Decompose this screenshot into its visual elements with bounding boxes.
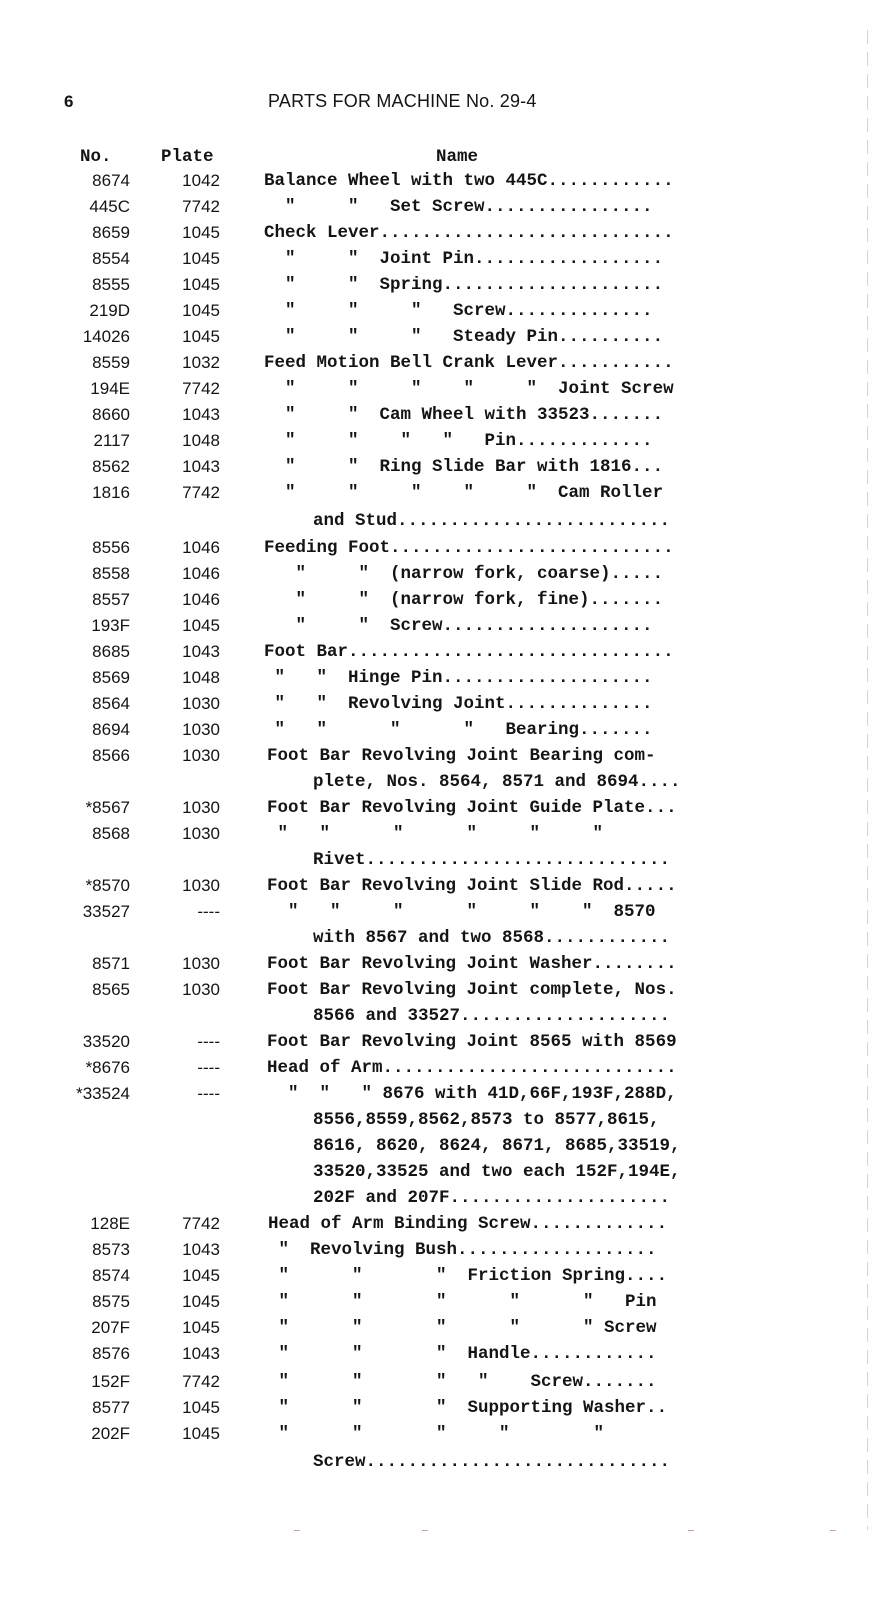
part-name: " " " " " " <box>267 824 604 844</box>
part-number: 8574 <box>92 1266 130 1285</box>
part-name: " " " " " Screw <box>268 1318 657 1338</box>
part-name: " " " " " <box>268 1424 605 1444</box>
part-number: 207F <box>91 1318 130 1337</box>
scan-mark <box>830 1530 836 1531</box>
plate-number: 1042 <box>182 171 220 190</box>
plate-number: 1045 <box>182 1266 220 1285</box>
plate-number: 1043 <box>182 1344 220 1363</box>
table-row <box>0 746 875 772</box>
table-row <box>0 538 875 564</box>
part-number: 2117 <box>93 431 130 450</box>
table-row <box>0 772 875 798</box>
part-number: 8564 <box>92 694 130 713</box>
scan-mark <box>688 1530 694 1531</box>
plate-number: 1043 <box>182 642 220 661</box>
part-name: " " Set Screw................ <box>264 197 653 217</box>
part-name: " Revolving Bush................... <box>268 1240 657 1260</box>
part-number: 219D <box>89 301 130 320</box>
table-row <box>0 1318 875 1344</box>
part-name: " " Revolving Joint.............. <box>264 694 653 714</box>
part-name: 202F and 207F..................... <box>313 1188 671 1208</box>
table-row <box>0 824 875 850</box>
plate-number: 1045 <box>182 616 220 635</box>
part-name: Foot Bar Revolving Joint Guide Plate... <box>267 798 677 818</box>
part-name: Foot Bar............................... <box>264 642 674 662</box>
part-name: Foot Bar Revolving Joint Washer........ <box>267 954 677 974</box>
table-row <box>0 902 875 928</box>
part-number: 33527 <box>82 902 130 921</box>
part-name: " " " Screw.............. <box>264 301 653 321</box>
part-number: *33524 <box>76 1084 130 1103</box>
plate-number: 1030 <box>182 954 220 973</box>
part-number: 8685 <box>92 642 130 661</box>
scan-mark <box>422 1530 428 1531</box>
plate-number: ---- <box>197 1032 220 1051</box>
part-number: *8676 <box>85 1058 130 1077</box>
part-number: 8576 <box>92 1344 130 1363</box>
plate-number: 1030 <box>182 824 220 843</box>
plate-number: 1030 <box>182 694 220 713</box>
part-name: " " (narrow fork, coarse)..... <box>264 564 664 584</box>
table-row <box>0 1162 875 1188</box>
table-row <box>0 223 875 249</box>
part-number: 8577 <box>92 1398 130 1417</box>
part-name: " " " " " " 8570 <box>267 902 656 922</box>
plate-number: 7742 <box>182 379 220 398</box>
part-name: Check Lever............................ <box>264 223 674 243</box>
table-row <box>0 564 875 590</box>
plate-number: 1030 <box>182 876 220 895</box>
table-row <box>0 457 875 483</box>
table-row <box>0 483 875 509</box>
plate-number: 1043 <box>182 457 220 476</box>
page-title: PARTS FOR MACHINE No. 29-4 <box>268 91 537 111</box>
plate-number: 7742 <box>182 1214 220 1233</box>
part-number: 33520 <box>82 1032 130 1051</box>
part-name: Foot Bar Revolving Joint complete, Nos. <box>267 980 677 1000</box>
table-row <box>0 1214 875 1240</box>
part-number: 8575 <box>92 1292 130 1311</box>
part-number: 8554 <box>92 249 130 268</box>
part-number: 8660 <box>92 405 130 424</box>
part-name: " " Ring Slide Bar with 1816... <box>264 457 664 477</box>
part-name: " " " Handle............ <box>268 1344 657 1364</box>
header-no: No. <box>80 147 112 167</box>
part-name: Foot Bar Revolving Joint Slide Rod..... <box>267 876 677 896</box>
part-name: Balance Wheel with two 445C............ <box>264 171 674 191</box>
header-plate: Plate <box>161 147 214 167</box>
part-name: " " Spring..................... <box>264 275 664 295</box>
plate-number: 1045 <box>182 1292 220 1311</box>
plate-number: 1045 <box>182 249 220 268</box>
plate-number: 7742 <box>182 1372 220 1391</box>
table-row <box>0 668 875 694</box>
table-row <box>0 1344 875 1370</box>
table-row <box>0 511 875 537</box>
table-row <box>0 1372 875 1398</box>
part-number: 8659 <box>92 223 130 242</box>
table-row <box>0 1058 875 1084</box>
part-number: 8573 <box>92 1240 130 1259</box>
plate-number: 1043 <box>182 1240 220 1259</box>
plate-number: ---- <box>197 1084 220 1103</box>
plate-number: 1046 <box>182 538 220 557</box>
part-number: 1816 <box>92 483 130 502</box>
part-name: " " " 8676 with 41D,66F,193F,288D, <box>267 1084 677 1104</box>
part-number: 14026 <box>82 327 130 346</box>
plate-number: 1030 <box>182 746 220 765</box>
part-number: 8569 <box>92 668 130 687</box>
part-number: 8694 <box>92 720 130 739</box>
table-row <box>0 301 875 327</box>
table-row <box>0 379 875 405</box>
plate-number: 1045 <box>182 1424 220 1443</box>
table-row <box>0 353 875 379</box>
scan-mark <box>294 1530 300 1531</box>
part-name: Feeding Foot........................... <box>264 538 674 558</box>
table-row <box>0 249 875 275</box>
plate-number: 1045 <box>182 275 220 294</box>
part-name: Foot Bar Revolving Joint 8565 with 8569 <box>267 1032 677 1052</box>
part-number: 8566 <box>92 746 130 765</box>
plate-number: 1030 <box>182 720 220 739</box>
part-name: " " " " Bearing....... <box>264 720 653 740</box>
part-name: " " " " Pin............. <box>264 431 653 451</box>
part-number: 8568 <box>92 824 130 843</box>
plate-number: 1045 <box>182 1318 220 1337</box>
table-row <box>0 171 875 197</box>
part-number: 8571 <box>92 954 130 973</box>
part-number: 445C <box>89 197 130 216</box>
part-name: Head of Arm............................ <box>267 1058 677 1078</box>
table-row <box>0 1292 875 1318</box>
part-number: 8565 <box>92 980 130 999</box>
part-name: Foot Bar Revolving Joint Bearing com- <box>267 746 656 766</box>
table-row <box>0 1266 875 1292</box>
table-row <box>0 1240 875 1266</box>
part-name: Feed Motion Bell Crank Lever........... <box>264 353 674 373</box>
plate-number: 1043 <box>182 405 220 424</box>
plate-number: 1032 <box>182 353 220 372</box>
part-name: " " Hinge Pin.................... <box>264 668 653 688</box>
part-name: and Stud.......................... <box>313 511 671 531</box>
part-name: 8566 and 33527.................... <box>313 1006 671 1026</box>
part-name: 8616, 8620, 8624, 8671, 8685,33519, <box>313 1136 681 1156</box>
part-name: " " " " Screw....... <box>268 1372 657 1392</box>
part-number: 128E <box>90 1214 130 1233</box>
part-name: " " Screw.................... <box>264 616 653 636</box>
part-number: *8570 <box>85 876 130 895</box>
part-name: " " Joint Pin.................. <box>264 249 664 269</box>
plate-number: 1045 <box>182 301 220 320</box>
table-row <box>0 1006 875 1032</box>
table-row <box>0 1188 875 1214</box>
part-number: 152F <box>91 1372 130 1391</box>
part-number: 194E <box>90 379 130 398</box>
part-name: Head of Arm Binding Screw............. <box>268 1214 668 1234</box>
plate-number: 1030 <box>182 980 220 999</box>
part-number: 8559 <box>92 353 130 372</box>
plate-number: 1030 <box>182 798 220 817</box>
part-name: " " " " " Cam Roller <box>264 483 664 503</box>
plate-number: 1045 <box>182 223 220 242</box>
plate-number: 1048 <box>182 431 220 450</box>
table-row <box>0 590 875 616</box>
table-row <box>0 954 875 980</box>
table-row <box>0 405 875 431</box>
part-number: 8558 <box>92 564 130 583</box>
table-row <box>0 1424 875 1450</box>
table-row <box>0 1398 875 1424</box>
header-name: Name <box>436 147 479 167</box>
table-row <box>0 431 875 457</box>
part-name: 8556,8559,8562,8573 to 8577,8615, <box>313 1110 660 1130</box>
table-row <box>0 1084 875 1110</box>
part-name: " " " " " Pin <box>268 1292 657 1312</box>
plate-number: 1045 <box>182 327 220 346</box>
part-name: plete, Nos. 8564, 8571 and 8694.... <box>313 772 681 792</box>
table-row <box>0 980 875 1006</box>
table-row <box>0 642 875 668</box>
plate-number: 1045 <box>182 1398 220 1417</box>
part-name: " " (narrow fork, fine)....... <box>264 590 664 610</box>
table-row <box>0 694 875 720</box>
plate-number: 7742 <box>182 483 220 502</box>
part-number: 193F <box>91 616 130 635</box>
table-row <box>0 327 875 353</box>
table-row <box>0 1452 875 1478</box>
table-row <box>0 798 875 824</box>
table-row <box>0 720 875 746</box>
part-name: " " Cam Wheel with 33523....... <box>264 405 664 425</box>
part-name: " " " Friction Spring.... <box>268 1266 668 1286</box>
table-row <box>0 928 875 954</box>
part-name: 33520,33525 and two each 152F,194E, <box>313 1162 681 1182</box>
plate-number: 1048 <box>182 668 220 687</box>
part-name: Rivet............................. <box>313 850 671 870</box>
plate-number: ---- <box>197 1058 220 1077</box>
part-name: " " " " " Joint Screw <box>264 379 674 399</box>
plate-number: 1046 <box>182 564 220 583</box>
part-name: with 8567 and two 8568............ <box>313 928 671 948</box>
table-row <box>0 876 875 902</box>
scan-edge <box>867 30 868 1530</box>
plate-number: 1046 <box>182 590 220 609</box>
part-number: 8674 <box>92 171 130 190</box>
table-row <box>0 197 875 223</box>
plate-number: ---- <box>197 902 220 921</box>
part-name: Screw............................. <box>313 1452 671 1472</box>
table-row <box>0 275 875 301</box>
plate-number: 7742 <box>182 197 220 216</box>
table-row <box>0 1110 875 1136</box>
part-name: " " " Supporting Washer.. <box>268 1398 668 1418</box>
part-number: 8555 <box>92 275 130 294</box>
page-number: 6 <box>64 92 74 111</box>
table-row <box>0 1032 875 1058</box>
table-row <box>0 1136 875 1162</box>
part-number: 8562 <box>92 457 130 476</box>
part-number: 8556 <box>92 538 130 557</box>
table-row <box>0 616 875 642</box>
part-name: " " " Steady Pin.......... <box>264 327 664 347</box>
table-row <box>0 850 875 876</box>
part-number: *8567 <box>85 798 130 817</box>
part-number: 202F <box>91 1424 130 1443</box>
part-number: 8557 <box>92 590 130 609</box>
